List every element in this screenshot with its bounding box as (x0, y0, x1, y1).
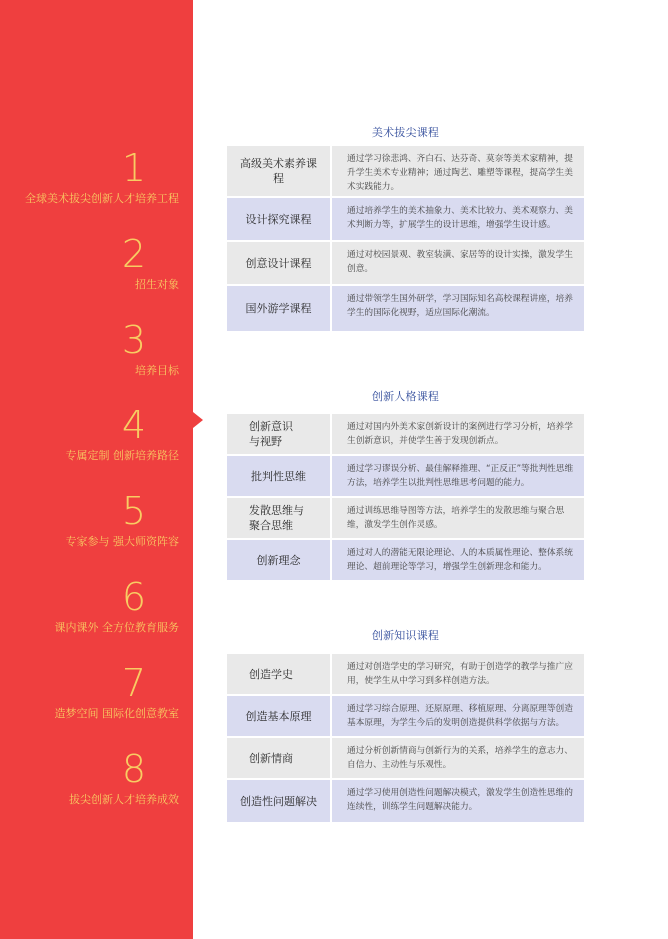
course-row (227, 286, 584, 331)
course-row (227, 654, 584, 694)
nav-label-8: 拔尖创新人才培养成效 (69, 793, 179, 806)
nav-item-6[interactable] (1, 575, 179, 648)
nav-label-3: 培养目标 (135, 364, 179, 377)
course-row (227, 498, 584, 538)
course-row (227, 414, 584, 454)
active-nav-pointer (193, 412, 203, 428)
course-description: 通过培养学生的美术抽象力、美术比较力、美术观察力、美术判断力等，扩展学生的设计思维，增强学生设计感。 (332, 198, 584, 240)
course-name: 创新情商 (227, 738, 330, 778)
nav-label-2: 招生对象 (135, 278, 179, 291)
nav-item-4[interactable] (1, 403, 179, 476)
nav-label-7: 造梦空间 国际化创意教室 (54, 707, 179, 720)
course-description: 通过学习谬误分析、最佳解释推理、“正反正”等批判性思维方法，培养学生以批判性思维思考问题的能力。 (332, 456, 584, 496)
course-row (227, 738, 584, 778)
course-description: 通过分析创新情商与创新行为的关系，培养学生的意志力、自信力、主动性与乐观性。 (332, 738, 584, 778)
course-row (227, 696, 584, 736)
course-row (227, 456, 584, 496)
nav-item-7[interactable] (1, 661, 179, 734)
nav-item-2[interactable] (1, 232, 179, 305)
course-name: 创新理念 (227, 540, 330, 580)
course-description: 通过对创造学史的学习研究，有助于创造学的教学与推广应用，使学生从中学习到多样创造方法。 (332, 654, 584, 694)
nav-item-3[interactable] (1, 318, 179, 391)
course-description: 通过学习徐悲鸿、齐白石、达芬奇、莫奈等美术家精神，提升学生美术专业精神；通过陶艺、雕塑等课程，提高学生美术实践能力。 (332, 146, 584, 196)
course-name: 设计探究课程 (227, 198, 330, 240)
course-name: 国外游学课程 (227, 286, 330, 331)
nav-number-1: 1 (121, 146, 146, 190)
course-row (227, 198, 584, 240)
nav-number-2: 2 (121, 232, 146, 276)
course-description: 通过学习综合原理、还原原理、移植原理、分离原理等创造基本原理，为学生今后的发明创造提供科学依据与方法。 (332, 696, 584, 736)
course-table-innovation-personality (227, 414, 584, 580)
course-name: 发散思维与 聚合思维 (227, 498, 330, 538)
course-description: 通过对国内外美术家创新设计的案例进行学习分析，培养学生创新意识，并使学生善于发现创新点。 (332, 414, 584, 454)
course-name: 创造基本原理 (227, 696, 330, 736)
course-name: 创意设计课程 (227, 242, 330, 284)
course-name: 高级美术素养课程 (227, 146, 330, 196)
nav-item-8[interactable] (1, 747, 179, 820)
course-name: 创新意识 与视野 (227, 414, 330, 454)
nav-label-4: 专属定制 创新培养路径 (65, 449, 179, 462)
course-table-art-elite (227, 146, 584, 331)
nav-number-5: 5 (121, 489, 146, 533)
course-row (227, 540, 584, 580)
nav-label-6: 课内课外 全方位教育服务 (54, 621, 179, 634)
nav-number-6: 6 (121, 575, 146, 619)
course-description: 通过训练思维导图等方法，培养学生的发散思维与聚合思维，激发学生创作灵感。 (332, 498, 584, 538)
nav-number-4: 4 (121, 403, 146, 447)
section-title-innovation-knowledge: 创新知识课程 (371, 629, 440, 642)
section-title-art-elite: 美术拔尖课程 (371, 126, 440, 139)
nav-number-8: 8 (121, 747, 146, 791)
red-sidebar (0, 0, 193, 939)
course-row (227, 780, 584, 822)
nav-number-7: 7 (121, 661, 146, 705)
nav-number-3: 3 (121, 318, 146, 362)
course-description: 通过对人的潜能无限论理论、人的本质属性理论、整体系统理论、超前理论等学习，增强学生创新理念和能力。 (332, 540, 584, 580)
nav-label-1: 全球美术拔尖创新人才培养工程 (25, 192, 179, 205)
course-description: 通过对校园景观、教室装潢、家居等的设计实操，激发学生创意。 (332, 242, 584, 284)
nav-label-5: 专家参与 强大师资阵容 (65, 535, 179, 548)
course-row (227, 242, 584, 284)
course-name: 创造学史 (227, 654, 330, 694)
course-name: 批判性思维 (227, 456, 330, 496)
course-description: 通过带领学生国外研学，学习国际知名高校课程讲座，培养学生的国际化视野，适应国际化潮流。 (332, 286, 584, 331)
course-table-innovation-knowledge (227, 654, 584, 822)
nav-item-5[interactable] (1, 489, 179, 562)
course-row (227, 146, 584, 196)
section-title-innovation-personality: 创新人格课程 (371, 390, 440, 403)
course-description: 通过学习使用创造性问题解决模式，激发学生创造性思维的连续性，训练学生问题解决能力。 (332, 780, 584, 822)
course-name: 创造性问题解决 (227, 780, 330, 822)
nav-item-1[interactable] (1, 146, 179, 219)
